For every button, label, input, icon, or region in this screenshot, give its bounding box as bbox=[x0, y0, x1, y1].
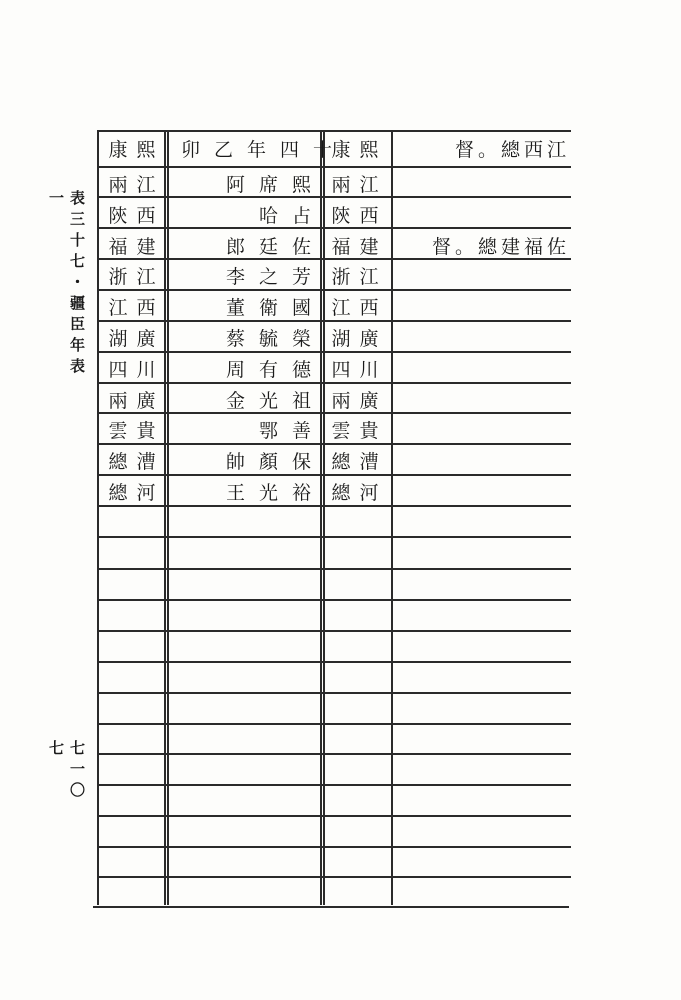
name-cell: 金 光 祖 bbox=[225, 390, 311, 412]
grid-line bbox=[97, 130, 99, 905]
grid-line bbox=[97, 130, 571, 132]
region-cell: 陝 西 bbox=[108, 205, 156, 227]
name-cell: 王 光 裕 bbox=[225, 482, 311, 504]
region-cell: 雲 貴 bbox=[108, 420, 156, 442]
region-cell: 江 西 bbox=[108, 297, 156, 319]
row-rule bbox=[97, 753, 571, 755]
region-cell: 總 河 bbox=[108, 482, 156, 504]
region-cell: 總 漕 bbox=[108, 451, 156, 473]
grid-line bbox=[320, 130, 322, 905]
name-cell: 周 有 德 bbox=[225, 359, 311, 381]
grid-line bbox=[167, 130, 169, 905]
post-cell: 兩 江 bbox=[331, 174, 379, 196]
row-rule bbox=[97, 846, 571, 848]
post-cell: 雲 貴 bbox=[331, 420, 379, 442]
post-cell: 四 川 bbox=[331, 359, 379, 381]
name-cell: 帥 顏 保 bbox=[225, 451, 311, 473]
grid-line bbox=[93, 906, 569, 908]
name-cell: 哈 占 bbox=[258, 205, 311, 227]
region-cell: 康 熙 bbox=[108, 139, 156, 161]
row-rule bbox=[97, 876, 571, 878]
note-cell bbox=[398, 170, 568, 201]
region-cell: 兩 廣 bbox=[108, 390, 156, 412]
region-cell: 兩 江 bbox=[108, 174, 156, 196]
note-cell bbox=[398, 324, 568, 355]
note-cell bbox=[398, 478, 568, 509]
region-cell: 湖 廣 bbox=[108, 328, 156, 350]
name-cell: 阿 席 熙 bbox=[225, 174, 311, 196]
side-label: 表三十七・疆臣年表一 bbox=[47, 190, 86, 379]
note-cell bbox=[398, 201, 568, 232]
post-cell: 江 西 bbox=[331, 297, 379, 319]
grid-line bbox=[323, 130, 325, 905]
post-cell: 浙 江 bbox=[331, 266, 379, 288]
page-number: 七一〇七 bbox=[47, 740, 86, 803]
post-cell: 湖 廣 bbox=[331, 328, 379, 350]
post-cell: 總 河 bbox=[331, 482, 379, 504]
row-rule bbox=[97, 630, 571, 632]
post-cell: 康 熙 bbox=[331, 139, 379, 161]
grid-line bbox=[391, 130, 393, 905]
row-rule bbox=[97, 166, 571, 168]
note-cell: 督 。 總 建 福 佐 bbox=[431, 236, 566, 258]
region-cell: 福 建 bbox=[108, 236, 156, 258]
note-cell: 督 。 總 西 江 bbox=[454, 139, 566, 161]
note-cell bbox=[398, 262, 568, 293]
region-cell: 四 川 bbox=[108, 359, 156, 381]
note-cell bbox=[398, 293, 568, 324]
post-cell: 福 建 bbox=[331, 236, 379, 258]
note-cell bbox=[398, 355, 568, 386]
name-cell: 蔡 毓 榮 bbox=[225, 328, 311, 350]
region-cell: 浙 江 bbox=[108, 266, 156, 288]
name-cell: 李 之 芳 bbox=[225, 266, 311, 288]
name-cell: 郎 廷 佐 bbox=[225, 236, 311, 258]
note-cell bbox=[398, 416, 568, 447]
grid-line bbox=[164, 130, 166, 905]
row-rule bbox=[97, 536, 571, 538]
post-cell: 陝 西 bbox=[331, 205, 379, 227]
row-rule bbox=[97, 815, 571, 817]
row-rule bbox=[97, 661, 571, 663]
post-cell: 總 漕 bbox=[331, 451, 379, 473]
row-rule bbox=[97, 568, 571, 570]
row-rule bbox=[97, 692, 571, 694]
row-rule bbox=[97, 723, 571, 725]
name-cell: 鄂 善 bbox=[258, 420, 311, 442]
note-cell bbox=[398, 447, 568, 478]
name-cell: 卯 乙 年 四 十 bbox=[180, 139, 332, 161]
name-cell: 董 衛 國 bbox=[225, 297, 311, 319]
post-cell: 兩 廣 bbox=[331, 390, 379, 412]
row-rule bbox=[97, 784, 571, 786]
row-rule bbox=[97, 599, 571, 601]
note-cell bbox=[398, 386, 568, 417]
